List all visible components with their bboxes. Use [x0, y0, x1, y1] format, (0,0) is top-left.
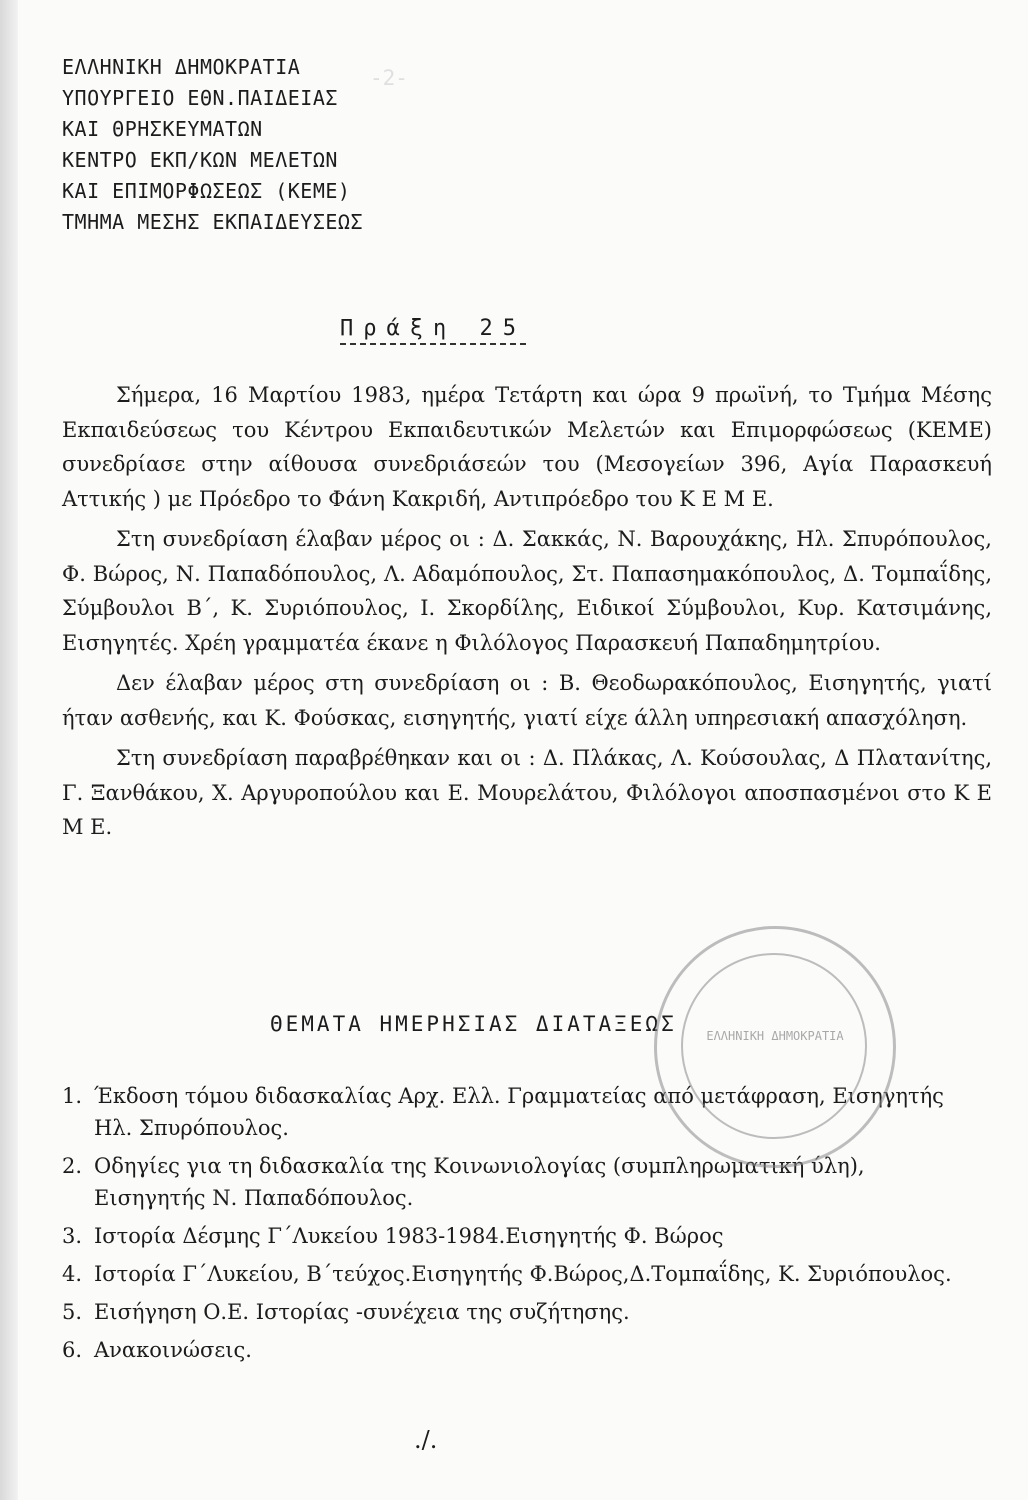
header-line: ΤΜΗΜΑ ΜΕΣΗΣ ΕΚΠΑΙΔΕΥΣΕΩΣ: [62, 210, 363, 234]
agenda-item-text: Ιστορία Δέσμης Γ΄Λυκείου 1983-1984.Εισηγητής Φ. Βώρος: [94, 1224, 724, 1248]
header-line: ΥΠΟΥΡΓΕΙΟ ΕΘΝ.ΠΑΙΔΕΙΑΣ: [62, 86, 338, 110]
agenda-item-text: Ιστορία Γ΄Λυκείου, Β΄τεύχος.Εισηγητής Φ.Βώρος,Δ.Τομπαΐδης, Κ. Συριόπουλος.: [94, 1262, 952, 1286]
official-stamp: [654, 926, 896, 1168]
header-line: ΕΛΛΗΝΙΚΗ ΔΗΜΟΚΡΑΤΙΑ: [62, 55, 301, 79]
agenda-item-text: Οδηγίες για τη διδασκαλία της Κοινωνιολογίας (συμπληρωματική ύλη), Εισηγητής Ν. Παπαδόπουλος.: [94, 1154, 865, 1210]
paragraph-absent: Δεν έλαβαν μέρος στη συνεδρίαση οι : Β. Θεοδωρακόπουλος, Εισηγητής, γιατί ήταν ασθενής, και Κ. Φούσκας, εισηγητής, γιατί είχε άλλη υπηρεσιακή απασχόληση.: [62, 671, 992, 730]
bleed-through-page-number: -2-: [370, 66, 408, 90]
agenda-item: [62, 1258, 982, 1290]
header-line: ΚΑΙ ΘΡΗΣΚΕΥΜΑΤΩΝ: [62, 117, 263, 141]
agenda-item: [62, 1220, 982, 1252]
agenda-item-number: 4.: [62, 1262, 83, 1286]
paragraph-attendees: Στη συνεδρίαση παραβρέθηκαν και οι : Δ. Πλάκας, Λ. Κούσουλας, Δ Πλατανίτης, Γ. Ξανθάκου, Χ. Αργυροπούλου και Ε. Μουρελάτου, Φιλόλογοι αποσπασμένοι στο Κ Ε Μ Ε.: [62, 746, 992, 839]
agenda-item-text: Έκδοση τόμου διδασκαλίας Αρχ. Ελλ. Γραμματείας από μετάφραση, Εισηγητής Ηλ. Σπυρόπουλος.: [94, 1084, 944, 1140]
agenda-item-number: 2.: [62, 1154, 83, 1178]
header-line: ΚΑΙ ΕΠΙΜΟΡΦΩΣΕΩΣ (ΚΕΜΕ): [62, 179, 351, 203]
agenda-item: [62, 1296, 982, 1328]
paragraph-participants: Στη συνεδρίαση έλαβαν μέρος οι : Δ. Σακκάς, Ν. Βαρουχάκης, Ηλ. Σπυρόπουλος, Φ. Βώρος, Ν. Παπαδόπουλος, Λ. Αδαμόπουλος, Στ. Παπασημακόπουλος, Δ. Τομπαΐδης, Σύμβουλοι Β΄, Κ. Συριόπουλος, Ι. Σκορδίλης, Ειδικοί Σύμβουλοι, Κυρ. Κατσιμάνης, Εισηγητές. Χρέη γραμματέα έκανε η Φιλόλογος Παρασκευή Παπαδημητρίου.: [62, 527, 992, 655]
agenda-item: [62, 1334, 982, 1366]
agenda-item-text: Ανακοινώσεις.: [94, 1338, 252, 1362]
agenda-heading: ΘΕΜΑΤΑ ΗΜΕΡΗΣΙΑΣ ΔΙΑΤΑΞΕΩΣ: [270, 1012, 677, 1036]
agenda-item-number: 3.: [62, 1224, 83, 1248]
agenda-item-number: 5.: [62, 1300, 83, 1324]
stamp-text: ΕΛΛΗΝΙΚΗ ΔΗΜΟΚΡΑΤΙΑ: [706, 1029, 844, 1043]
header-line: ΚΕΝΤΡΟ ΕΚΠ/ΚΩΝ ΜΕΛΕΤΩΝ: [62, 148, 338, 172]
continuation-mark: ./.: [414, 1426, 438, 1454]
paragraph-date: Σήμερα, 16 Μαρτίου 1983, ημέρα Τετάρτη και ώρα 9 πρωϊνή, το Τμήμα Μέσης Εκπαιδεύσεως του Κέντρου Εκπαιδευτικών Μελετών και Επιμορφώσεως (ΚΕΜΕ) συνεδρίασε στην αίθουσα συνεδριάσεών του (Μεσογείων 396, Αγία Παρασκευή Αττικής ) με Πρόεδρο το Φάνη Κακριδή, Αντιπρόεδρο του Κ Ε Μ Ε.: [62, 383, 992, 511]
agenda-item-text: Εισήγηση Ο.Ε. Ιστορίας -συνέχεια της συζήτησης.: [94, 1300, 630, 1324]
stamp-inner-ring: [681, 953, 867, 1139]
agenda-item-number: 6.: [62, 1338, 83, 1362]
document-title: Πράξη 25: [340, 316, 526, 345]
agenda-item-number: 1.: [62, 1084, 83, 1108]
institution-header: [62, 52, 363, 238]
binding-edge: [0, 0, 18, 1500]
agenda-item: [62, 1150, 982, 1214]
minutes-body: [62, 378, 992, 851]
